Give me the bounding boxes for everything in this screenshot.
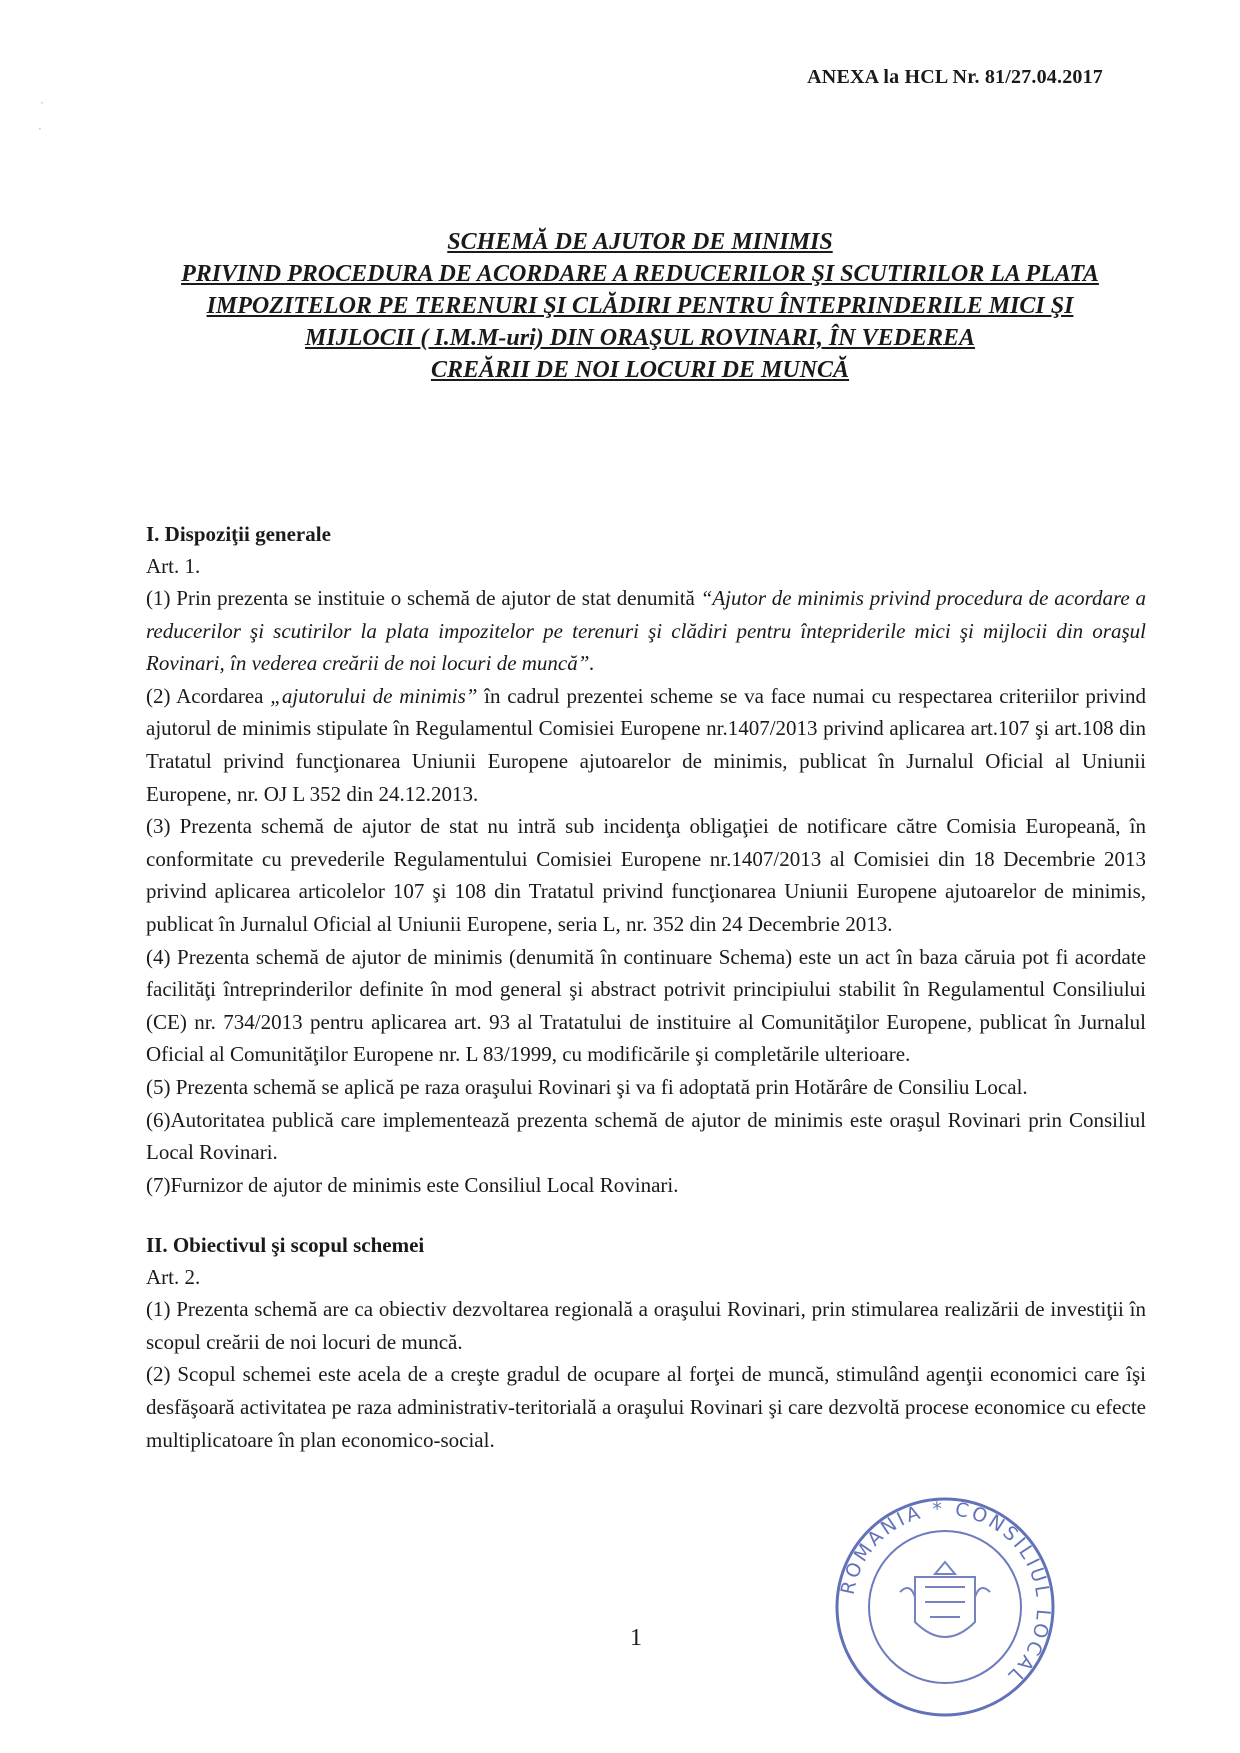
annex-reference: ANEXA la HCL Nr. 81/27.04.2017 [807, 66, 1103, 88]
document-title [160, 226, 1120, 386]
paragraph: (7)Furnizor de ajutor de minimis este Consiliul Local Rovinari. [146, 1172, 679, 1197]
paragraph [146, 680, 1146, 810]
paragraph: (5) Prezenta schemă se aplică pe raza oraşului Rovinari şi va fi adoptată prin Hotărâre de Consiliu Local. [146, 1074, 1028, 1099]
document-body [146, 518, 1146, 1456]
paragraph: (6)Autoritatea publică care implementează prezenta schemă de ajutor de minimis este oraşul Rovinari prin Consiliul Local Rovinari. [146, 1107, 1146, 1165]
section-spacer [146, 1201, 1146, 1229]
scan-speck: · [40, 96, 44, 110]
paragraph [146, 582, 1146, 680]
article-heading: Art. 1. [146, 554, 201, 578]
scan-speck: · [38, 122, 42, 136]
title-line: IMPOZITELOR PE TERENURI ŞI CLĂDIRI PENTRU ÎNTEPRINDERILE MICI ŞI [206, 293, 1074, 319]
paragraph: (4) Prezenta schemă de ajutor de minimis (denumită în continuare Schema) este un act în baza căruia pot fi acordate facilităţi întreprinderilor definite în mod general şi abstract potrivit principiului stabilit în Regulamentul Consiliului (CE) nr. 734/2013 pentru aplicarea art. 93 al Tratatului de instituire al Comunităţilor Europene, publicat în Jurnalul Oficial al Comunităţilor Europene nr. L 83/1999, cu modificările şi completările ulterioare. [146, 944, 1146, 1067]
paragraph-text: (2) Acordarea [146, 683, 271, 708]
section-heading: II. Obiectivul şi scopul schemei [146, 1233, 425, 1258]
scheme-name-italic: “Ajutor de minimis privind procedura de acordare a reducerilor şi scutirilor la plata impozitelor pe terenuri şi clădiri pentru întepriderile mici şi mijlocii din oraşul Rovinari, în vederea creării de noi locuri de muncă”. [146, 586, 1147, 676]
seal-ring-text: ROMANIA * CONSILIUL LOCAL [836, 1497, 1055, 1689]
page-number: 1 [630, 1625, 642, 1651]
paragraph-text: în cadrul prezentei scheme se va face numai cu respectarea criteriilor privind ajutorul de minimis stipulate în Regulamentul Comisiei Europene nr.1407/2013 privind aplicarea art.107 şi art.108 din Tratatul privind funcţionarea Uniunii Europene ajutoarelor de minimis, publicat în Jurnalul Oficial al Uniunii Europene, nr. OJ L 352 din 24.12.2013. [146, 683, 1147, 806]
paragraph: (3) Prezenta schemă de ajutor de stat nu intră sub incidenţa obligaţiei de notificare către Comisia Europeană, în conformitate cu prevederile Regulamentului Comisiei Europene nr.1407/2013 al Comisiei din 18 Decembrie 2013 privind aplicarea articolelor 107 şi 108 din Tratatul privind funcţionarea Uniunii Europene ajutoarelor de minimis, publicat în Jurnalul Oficial al Uniunii Europene, seria L, nr. 352 din 24 Decembrie 2013. [146, 814, 1146, 936]
article-heading: Art. 2. [146, 1265, 201, 1290]
title-line: CREĂRII DE NOI LOCURI DE MUNCĂ [430, 357, 850, 383]
quoted-term-italic: „ajutorului de minimis” [270, 683, 478, 708]
title-line: SCHEMĂ DE AJUTOR DE MINIMIS [447, 229, 833, 255]
coat-of-arms-icon [900, 1562, 990, 1637]
paragraph: (1) Prezenta schemă are ca obiectiv dezvoltarea regională a oraşului Rovinari, prin stimularea realizării de investiţii în scopul creării de noi locuri de muncă. [146, 1297, 1146, 1354]
title-line: PRIVIND PROCEDURA DE ACORDARE A REDUCERILOR ŞI SCUTIRILOR LA PLATA [181, 261, 1099, 287]
section-heading: I. Dispoziţii generale [146, 522, 331, 546]
paragraph: (2) Scopul schemei este acela de a creşte gradul de ocupare al forţei de muncă, stimulând agenţii economici care îşi desfăşoară activitatea pe raza administrativ-teritorială a oraşului Rovinari şi care dezvoltă procese economice cu efecte multiplicatoare în plan economico-social. [146, 1362, 1146, 1452]
paragraph-text: (1) Prin prezenta se instituie o schemă de ajutor de stat denumită [146, 586, 701, 610]
official-seal-stamp [830, 1492, 1060, 1722]
title-line: MIJLOCII ( I.M.M-uri) DIN ORAŞUL ROVINARI, ÎN VEDEREA [305, 325, 975, 351]
